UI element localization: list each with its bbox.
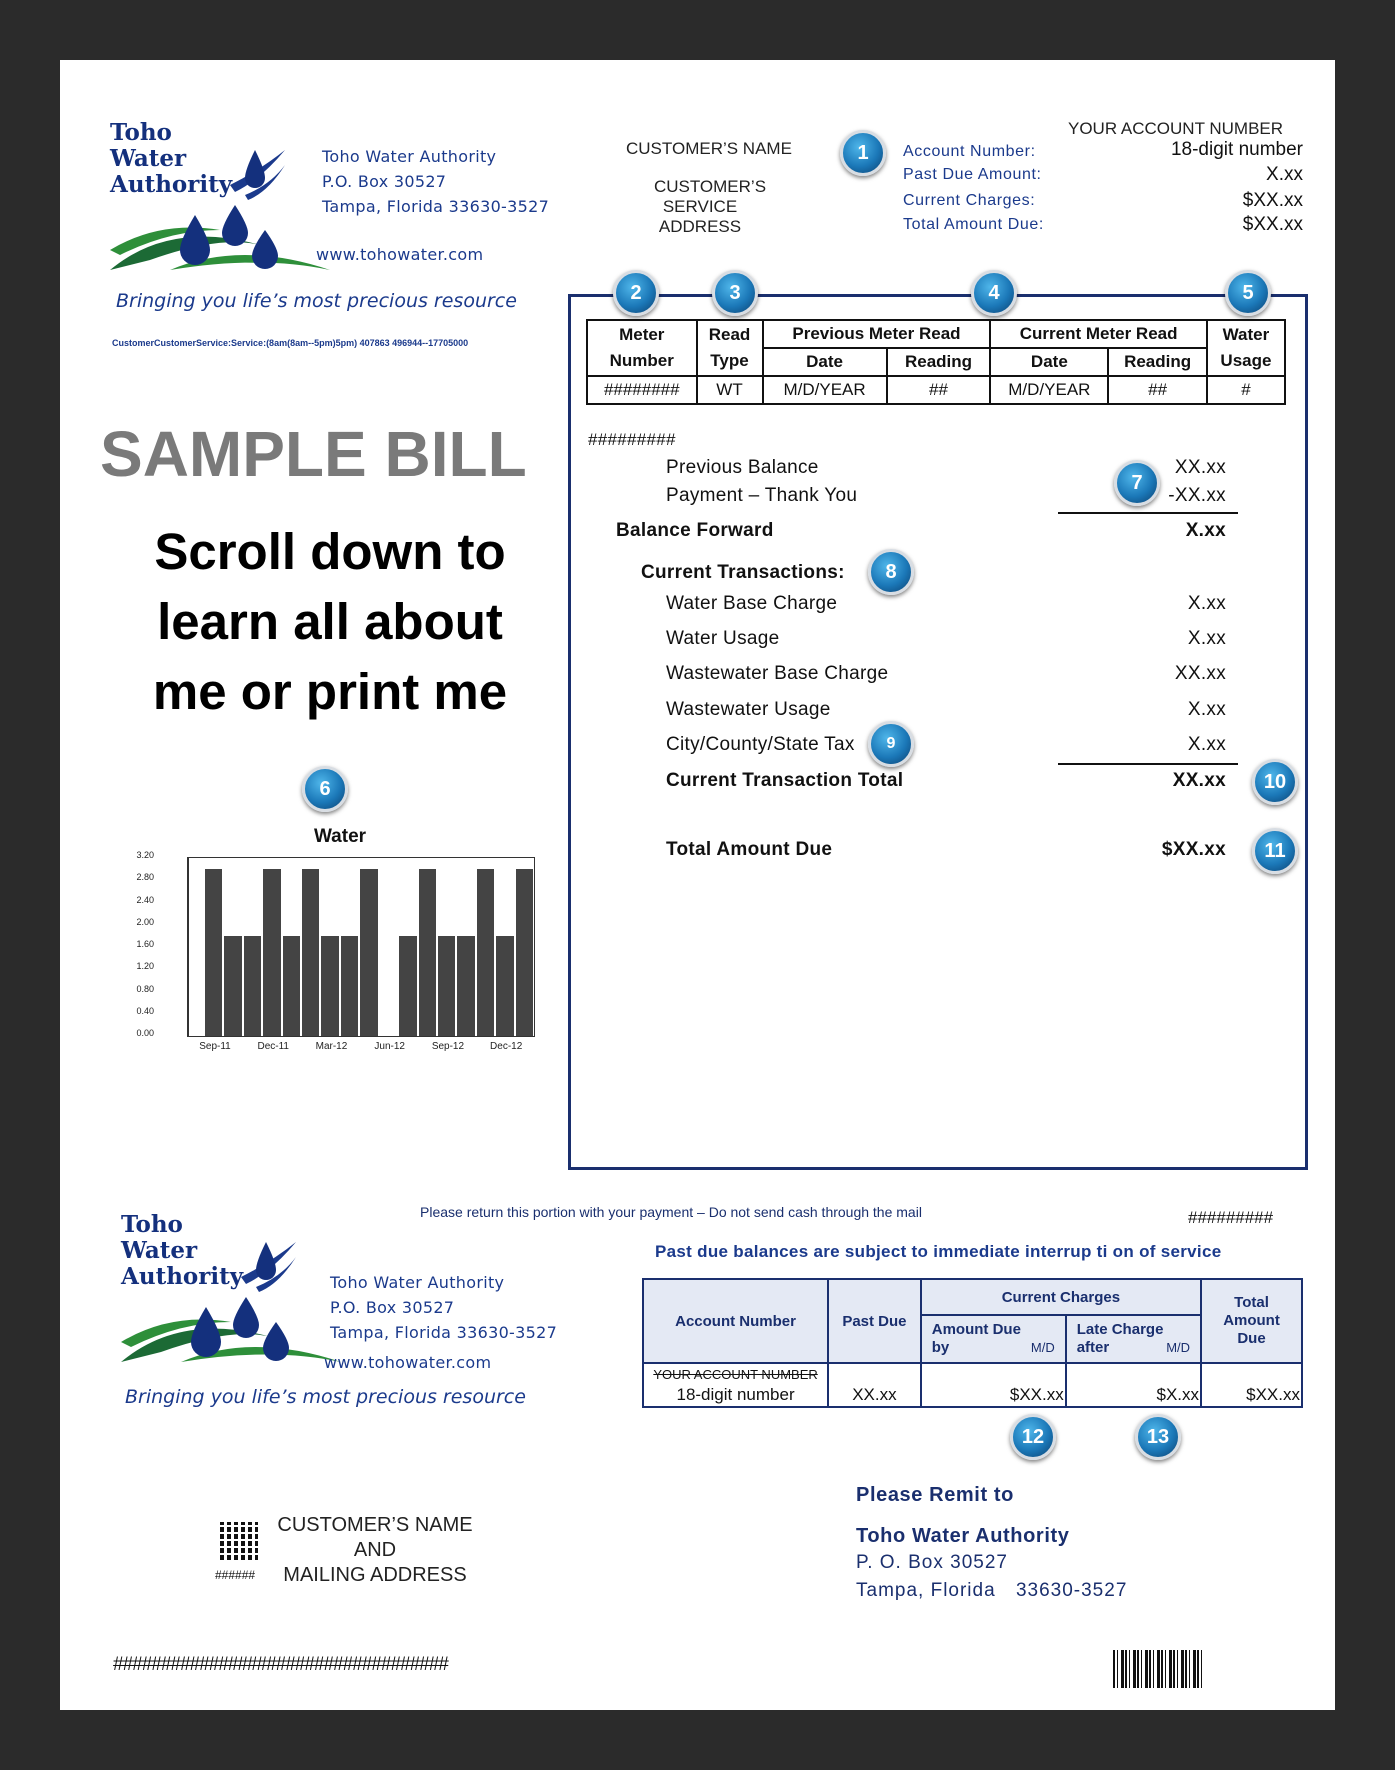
tax-value: X.xx [1187,734,1226,755]
payment-value: -XX.xx [1168,485,1226,506]
current-total-rule [1058,763,1238,765]
chart-x-tick: Dec-12 [490,1041,523,1052]
chart-x-tick: Dec-11 [257,1041,289,1052]
callout-badge-7: 7 [1114,460,1160,506]
past-due-value: X.xx [1266,164,1303,185]
account-header: YOUR ACCOUNT NUMBER [1068,119,1284,138]
stub-amount-due-header: Amount Due by M/D [921,1315,1066,1363]
callout-badge-10: 10 [1252,759,1298,805]
scan-line: ################################### [113,1654,448,1675]
stub-id: ######### [1188,1208,1274,1227]
bill-details-box [568,294,1308,1170]
note-line-3: me or print me [152,663,508,720]
callout-badge-1: 1 [840,130,886,176]
service-address-line-1: CUSTOMER’S [653,177,767,196]
water-usage-value: X.xx [1187,628,1226,649]
tax-label: City/County/State Tax [666,734,855,755]
account-summary [903,139,1323,239]
current-transactions-label: Current Transactions: [641,562,845,583]
current-charges-label: Current Charges: [903,192,1036,209]
logo-word-3: Authority [110,171,233,198]
stub-account-header: Account Number [643,1279,828,1363]
chart-bar [244,936,261,1036]
water-usage-chart [127,850,542,1055]
chart-plot-area [187,857,535,1037]
read-type-cell: WT [697,376,763,404]
stub-current-charges-header: Current Charges [921,1279,1201,1315]
note-line-2: learn all about [157,593,503,650]
current-read-header: Current Meter Read [990,320,1206,348]
stub-company-box: P.O. Box 30527 [330,1298,455,1317]
chart-y-tick: 2.40 [136,894,154,905]
stub-table [642,1278,1303,1408]
stub-company-website: www.tohowater.com [324,1353,492,1372]
mailing-line-3: MAILING ADDRESS [283,1564,467,1586]
meter-table [586,319,1286,405]
note-line-1: Scroll down to [154,523,506,580]
wastewater-usage-value: X.xx [1187,699,1226,720]
callout-badge-11: 11 [1252,828,1298,874]
barcode-icon [1113,1650,1203,1688]
stub-late-charge-cell: $X.xx [1066,1363,1201,1407]
chart-bar [496,936,513,1036]
stub-account-cell: YOUR ACCOUNT NUMBER 18-digit number [643,1363,828,1407]
chart-bar [263,869,280,1036]
stub-tagline: Bringing you life’s most precious resource [125,1386,526,1408]
bill-page [60,60,1335,1710]
previous-reading-header: Reading [887,348,991,376]
callout-badge-6: 6 [302,766,348,812]
company-address [322,144,549,219]
chart-x-tick: Mar-12 [315,1041,348,1052]
total-due-row [903,214,1323,239]
previous-balance-value: XX.xx [1174,457,1226,478]
logo-word-1: Toho [110,119,172,146]
water-usage-label: Water Usage [666,628,780,649]
customer-name: CUSTOMER’S NAME [626,139,792,158]
wastewater-base-charge-label: Wastewater Base Charge [666,663,889,684]
chart-y-tick: 3.20 [136,850,154,860]
water-base-charge-value: X.xx [1187,593,1226,614]
callout-badge-2: 2 [613,270,659,316]
chart-y-tick: 1.60 [136,939,154,949]
total-due-label: Total Amount Due: [903,216,1044,233]
current-total-value: XX.xx [1172,770,1226,791]
total-amount-due-value: $XX.xx [1161,839,1226,860]
callout-badge-4: 4 [971,270,1017,316]
mailing-code: ###### [215,1568,256,1582]
account-number-row [903,139,1323,164]
customer-service-address [640,177,780,237]
account-number-value: 18-digit number [1170,139,1303,160]
callout-badge-13: 13 [1135,1414,1181,1460]
company-tagline: Bringing you life’s most precious resource [116,290,517,312]
chart-bar [321,936,338,1036]
balance-forward-label: Balance Forward [616,520,774,541]
company-website: www.tohowater.com [316,245,484,264]
chart-bar [341,936,358,1036]
company-box: P.O. Box 30527 [322,172,447,191]
mailing-line-2: AND [353,1539,397,1561]
chart-bar [516,869,533,1036]
current-reading-cell: ## [1108,376,1207,404]
total-due-value: $XX.xx [1242,214,1303,235]
current-date-cell: M/D/YEAR [990,376,1108,404]
meter-number-cell: ######## [587,376,697,404]
chart-x-axis [187,1041,535,1055]
sample-bill-note [80,517,580,727]
current-date-header: Date [990,348,1108,376]
chart-y-axis [127,850,157,1038]
meter-row [587,376,1285,404]
stub-total-cell: $XX.xx [1201,1363,1302,1407]
chart-x-tick: Sep-12 [431,1041,465,1052]
stub-company-address [330,1270,557,1345]
previous-balance-label: Previous Balance [666,457,819,478]
wastewater-base-charge-value: XX.xx [1174,663,1226,684]
current-charges-value: $XX.xx [1242,190,1303,211]
logo-word-2: Water [110,145,187,172]
chart-x-tick: Jun-12 [374,1041,405,1052]
remit-name: Toho Water Authority [856,1525,1070,1547]
callout-badge-3: 3 [712,270,758,316]
current-total-label: Current Transaction Total [666,770,904,791]
bill-id: ######### [588,430,676,449]
meter-number-header: Meter Number [587,320,697,376]
chart-bar [302,869,319,1036]
stub-company-city: Tampa, Florida 33630-3527 [330,1323,558,1342]
stub-water-drops-icon [121,1222,351,1372]
chart-bar [205,869,222,1036]
sample-bill-title: SAMPLE BILL [100,418,527,490]
stub-logo-word-3: Authority [121,1263,244,1290]
stub-logo-word-1: Toho [121,1211,183,1238]
balance-forward-value: X.xx [1185,520,1226,541]
stub-company-name: Toho Water Authority [330,1273,505,1292]
company-city: Tampa, Florida 33630-3527 [322,197,550,216]
water-drops-icon [110,130,340,280]
stub-notice: Please return this portion with your payment – Do not send cash through the mail [420,1204,922,1220]
water-base-charge-label: Water Base Charge [666,593,838,614]
company-name: Toho Water Authority [322,147,497,166]
water-usage-cell: # [1207,376,1285,404]
stub-amount-due-cell: $XX.xx [921,1363,1066,1407]
past-due-row [903,164,1323,189]
stub-total-header: Total Amount Due [1201,1279,1302,1363]
chart-x-tick: Sep-11 [199,1041,231,1052]
chart-bar [419,869,436,1036]
previous-date-cell: M/D/YEAR [763,376,887,404]
chart-bar [360,869,377,1036]
callout-badge-12: 12 [1010,1414,1056,1460]
chart-title: Water [313,826,367,847]
chart-y-tick: 0.40 [136,1005,154,1016]
chart-bar [438,936,455,1036]
mailing-address [270,1513,480,1588]
previous-reading-cell: ## [887,376,991,404]
current-charges-row [903,189,1323,214]
payment-label: Payment – Thank You [666,485,858,506]
stub-past-due-cell: XX.xx [828,1363,921,1407]
wastewater-usage-label: Wastewater Usage [666,699,831,720]
chart-y-tick: 0.80 [136,983,154,994]
mailing-line-1: CUSTOMER’S NAME [277,1514,473,1536]
stub-past-due-header: Past Due [828,1279,921,1363]
water-usage-header: Water Usage [1207,320,1285,376]
callout-badge-8: 8 [868,549,914,595]
read-type-header: Read Type [697,320,763,376]
company-logo [110,120,340,280]
chart-bar [477,869,494,1036]
remit-city-name: Tampa, Florida [856,1580,996,1601]
chart-y-tick: 2.00 [136,916,154,927]
datamatrix-code-icon [220,1522,258,1560]
stub-logo [121,1212,351,1372]
remit-title: Please Remit to [856,1484,1014,1506]
remit-box: P. O. Box 30527 [856,1552,1008,1573]
customer-service-line: CustomerCustomerService:Service:(8am(8am--5pm)5pm) 407863 496944--17705000 [112,338,469,348]
stub-late-charge-header: Late Charge after M/D [1066,1315,1201,1363]
past-due-label: Past Due Amount: [903,166,1042,183]
callout-badge-9: 9 [868,721,914,767]
remit-zip: 33630-3527 [1015,1580,1128,1601]
balance-forward-rule [1058,512,1238,514]
chart-bar [399,936,416,1036]
chart-y-tick: 1.20 [136,961,154,972]
account-number-label: Account Number: [903,143,1036,160]
chart-y-tick: 0.00 [136,1028,154,1038]
stub-logo-word-2: Water [121,1237,198,1264]
current-reading-header: Reading [1108,348,1207,376]
previous-date-header: Date [763,348,887,376]
service-address-line-2: SERVICE ADDRESS [658,197,742,236]
chart-bar [457,936,474,1036]
callout-badge-5: 5 [1225,270,1271,316]
remit-city [856,1580,1127,1602]
previous-read-header: Previous Meter Read [763,320,991,348]
past-due-warning: Past due balances are subject to immediate interrup ti on of service [655,1242,1222,1261]
chart-bar [283,936,300,1036]
chart-y-tick: 2.80 [136,872,154,883]
total-amount-due-label: Total Amount Due [666,839,833,860]
chart-bar [224,936,241,1036]
